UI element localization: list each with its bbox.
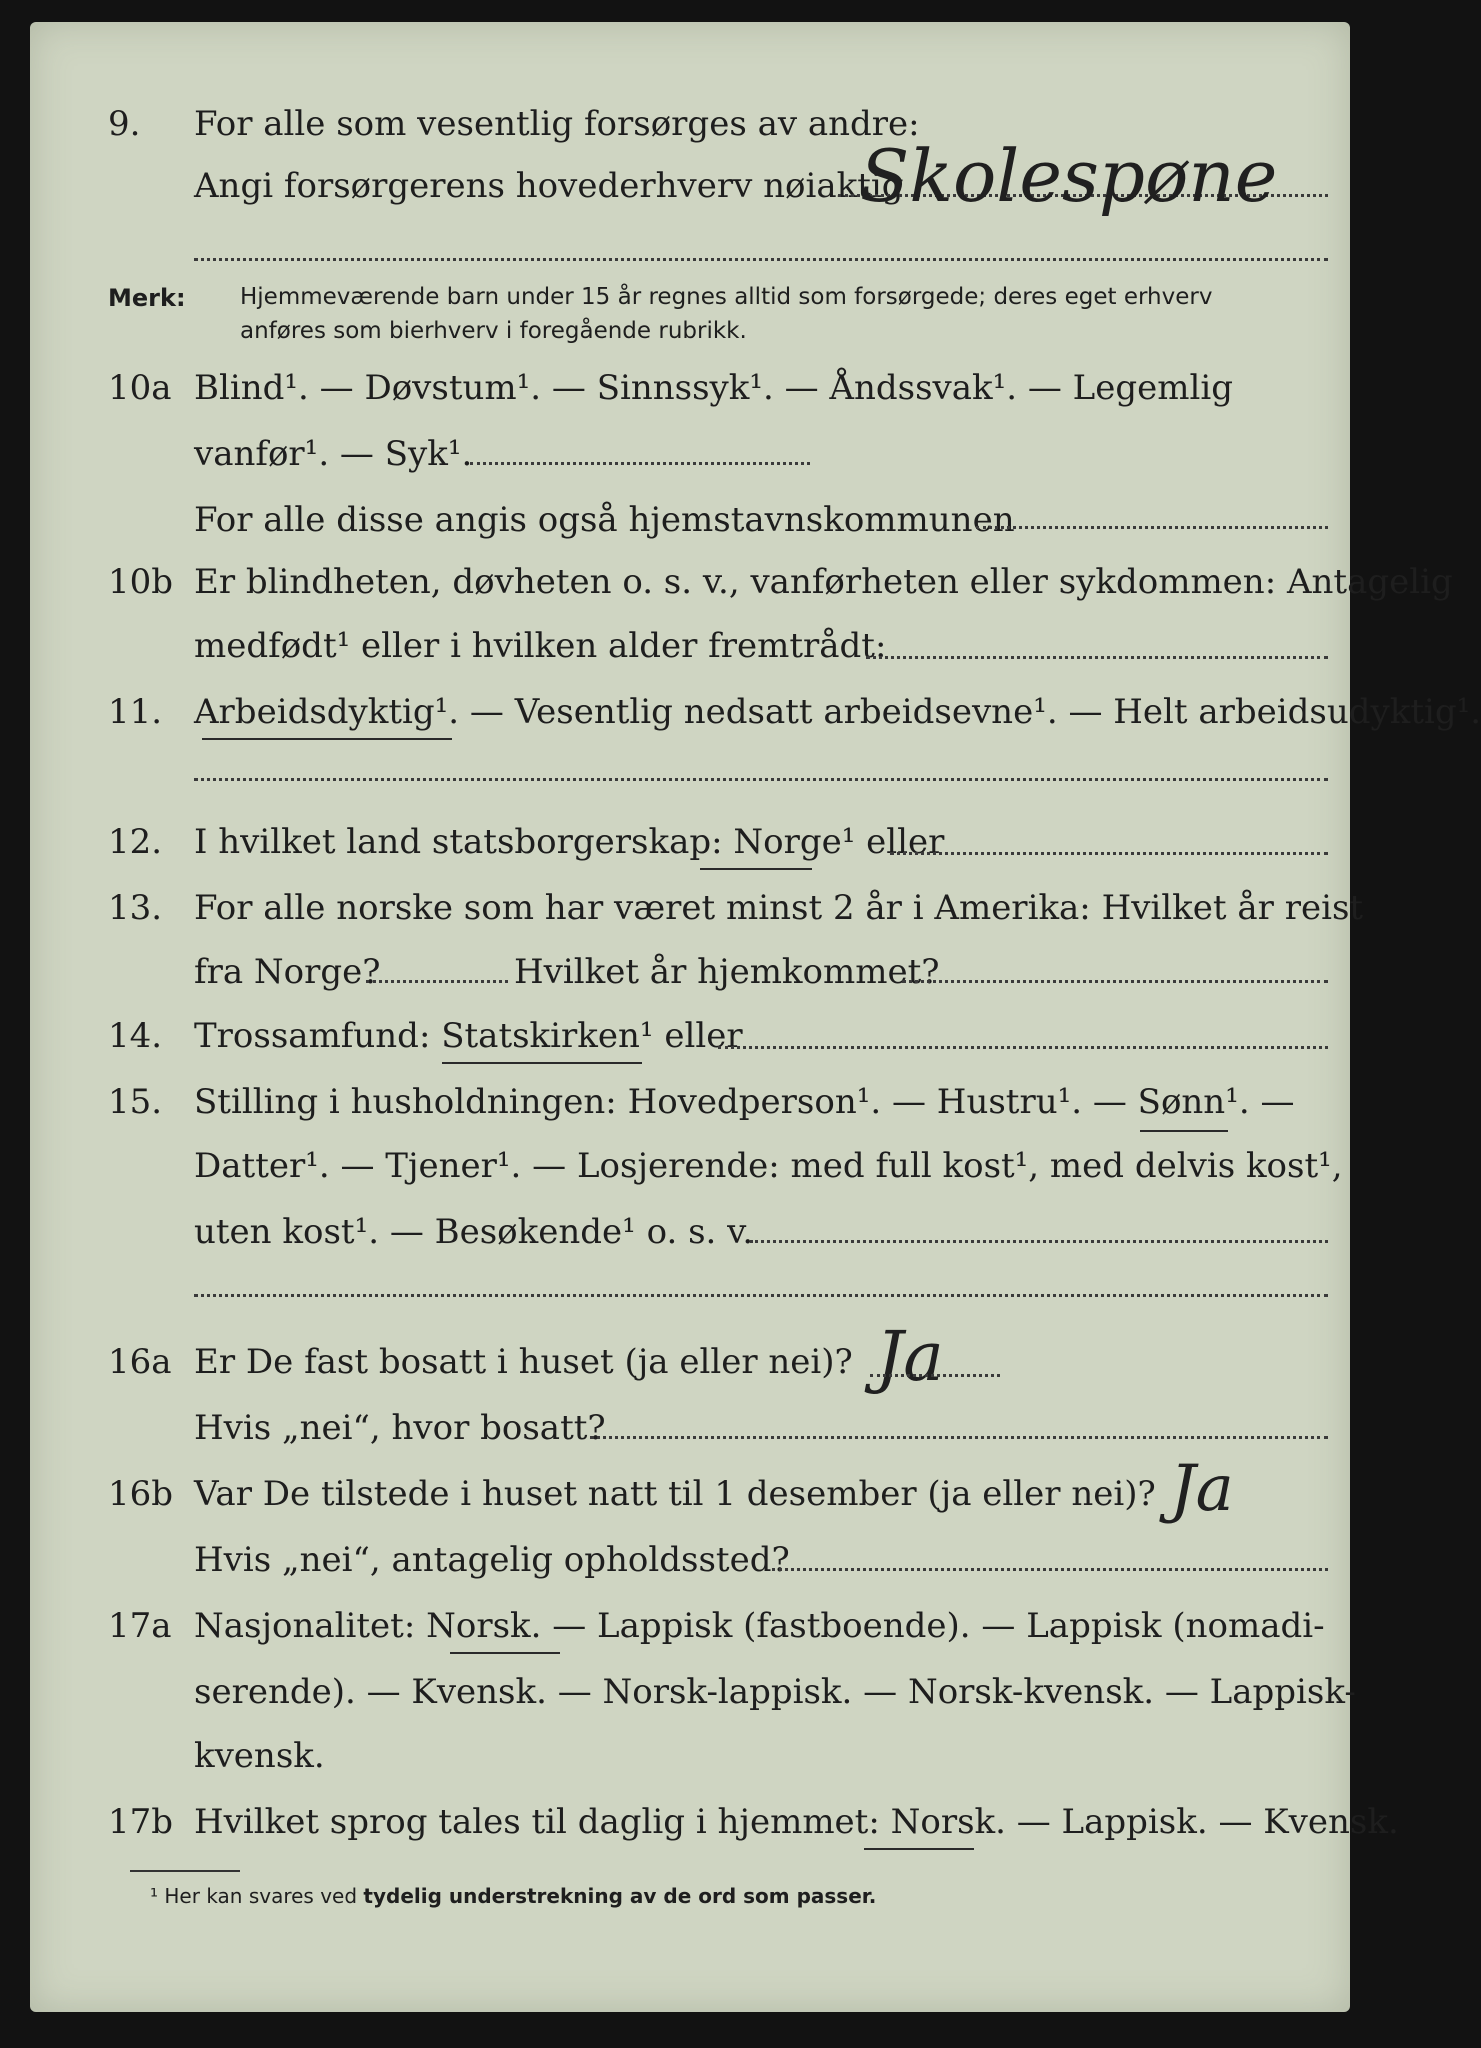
question-number: 9. [108,104,141,144]
question-text: Stilling i husholdningen: Hovedperson¹. — Hustru¹. — Sønn¹. — [194,1082,1295,1122]
question-text: For alle norske som har været minst 2 år i Amerika: Hvilket år reist [194,888,1364,928]
question-text: Datter¹. — Tjener¹. — Losjerende: med full kost¹, med delvis kost¹, [194,1146,1343,1186]
question-text: medfødt¹ eller i hvilken alder fremtrådt: [194,626,887,666]
question-text: Arbeidsdyktig¹. — Vesentlig nedsatt arbeidsevne¹. — Helt arbeidsudyktig¹. [194,692,1481,732]
answer-line [750,1240,1328,1243]
question-text: Trossamfund: Statskirken¹ eller [194,1016,743,1056]
handwritten-underline [700,868,812,870]
question-number: 10b [108,562,174,602]
question-text: Hvilket år hjemkommet? [514,952,940,992]
census-form-page [30,22,1481,2012]
footnote-rule [130,1870,240,1872]
question-16a [30,1342,1350,1398]
question-17a [30,1606,1350,1662]
question-text: fra Norge? [194,952,381,992]
handwritten-underline [450,1652,560,1654]
question-text: For alle disse angis også hjemstavnskommunen [194,500,1015,540]
note-text: Hjemmeværende barn under 15 år regnes alltid som forsørgede; deres eget erhverv [240,284,1213,310]
question-text: kvensk. [194,1736,325,1776]
footnote [150,1884,876,1908]
handwritten-underline [442,1062,642,1064]
question-text: vanfør¹. — Syk¹. [194,434,473,474]
question-text: Hvis „nei“, hvor bosatt? [194,1408,606,1448]
question-number: 15. [108,1082,163,1122]
question-text: serende). — Kvensk. — Norsk-lappisk. — Norsk-kvensk. — Lappisk- [194,1672,1356,1712]
question-text: Var De tilstede i huset natt til 1 desember (ja eller nei)? [194,1474,1156,1514]
footnote-bold-text: tydelig understrekning av de ord som passer. [363,1884,877,1908]
footnote-mark: ¹ [150,1884,159,1908]
question-text: Hvilket sprog tales til daglig i hjemmet: Norsk. — Lappisk. — Kvensk. [194,1802,1399,1842]
answer-line [866,656,1328,659]
question-text: Er blindheten, døvheten o. s. v., vanførheten eller sykdommen: Antagelig [194,562,1453,602]
question-14 [30,1016,1350,1072]
question-10b-line2 [30,626,1350,682]
answer-line [470,462,810,465]
handwritten-underline [1140,1130,1228,1132]
question-number: 12. [108,822,163,862]
answer-line [976,526,1328,529]
question-text: For alle som vesentlig forsørges av andre: [194,104,920,144]
question-number: 10a [108,368,172,408]
question-text: Er De fast bosatt i huset (ja eller nei)? [194,1342,853,1382]
question-number: 13. [108,888,163,928]
question-number: 11. [108,692,163,732]
answer-line [772,1568,1328,1571]
handwritten-answer-fast-bosatt: Ja [876,1318,944,1397]
note-text: anføres som bierhverv i foregående rubrikk. [240,318,747,344]
question-16b [30,1474,1350,1530]
question-text: uten kost¹. — Besøkende¹ o. s. v. [194,1212,754,1252]
question-text: Nasjonalitet: Norsk. — Lappisk (fastboende). — Lappisk (nomadi- [194,1606,1325,1646]
answer-line [366,980,508,983]
question-17a-line3 [30,1736,1350,1792]
answer-line [902,980,1328,983]
answer-line [194,258,1328,261]
answer-line [890,852,1328,855]
question-number: 16b [108,1474,174,1514]
question-number: 17b [108,1802,174,1842]
handwritten-answer-tilstede: Ja [1170,1452,1234,1526]
question-12 [30,822,1350,878]
question-10b [30,562,1453,618]
question-17a-line2 [30,1672,1356,1728]
question-17b [30,1802,1399,1858]
footnote-text: Her kan svares ved [164,1884,358,1908]
handwritten-underline [864,1848,974,1850]
question-text: Hvis „nei“, antagelig opholdssted? [194,1540,790,1580]
answer-line [870,1374,1000,1377]
note-label: Merk: [108,284,186,312]
question-number: 17a [108,1606,172,1646]
question-text: I hvilket land statsborgerskap: Norge¹ eller [194,822,945,862]
question-text: Angi forsørgerens hovederhverv nøiaktig [194,166,904,206]
question-number: 14. [108,1016,163,1056]
answer-line [194,1294,1328,1297]
answer-line [194,778,1328,781]
question-10a [30,368,1350,424]
answer-line [590,1436,1328,1439]
question-number: 16a [108,1342,172,1382]
question-15-line2 [30,1146,1350,1202]
handwritten-underline [202,738,452,740]
question-text: Blind¹. — Døvstum¹. — Sinnssyk¹. — Åndssvak¹. — Legemlig [194,368,1233,408]
answer-line [718,1046,1328,1049]
question-13 [30,888,1364,944]
handwritten-answer-occupation: Skolespøne [860,134,1278,218]
